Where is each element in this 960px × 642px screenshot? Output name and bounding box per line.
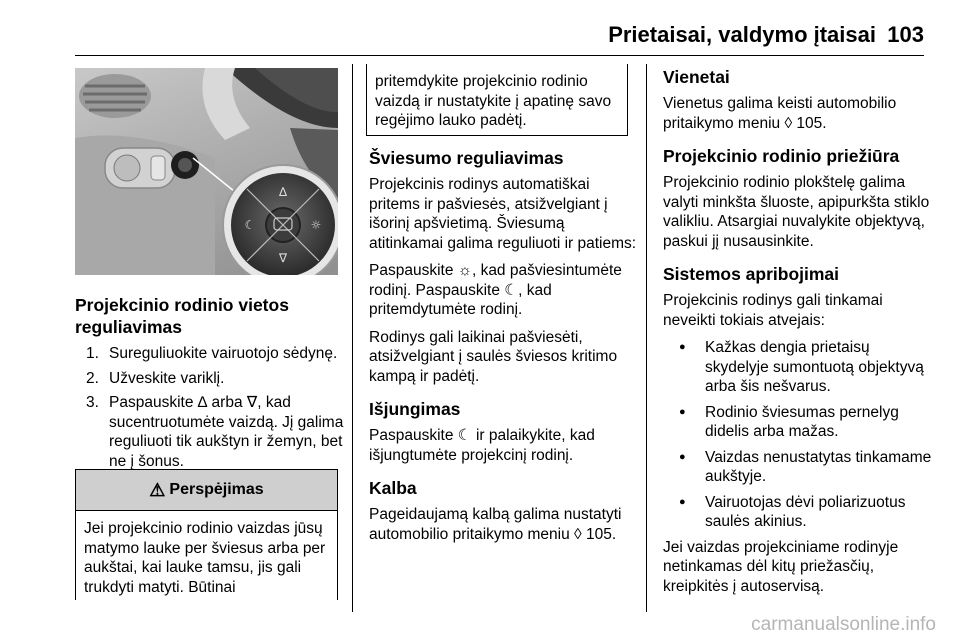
svg-text:☼: ☼ bbox=[310, 218, 322, 232]
section-heading-units: Vienetai bbox=[663, 67, 730, 87]
svg-text:☾: ☾ bbox=[244, 218, 256, 232]
header-rule bbox=[75, 55, 924, 56]
svg-text:∆: ∆ bbox=[278, 185, 288, 199]
page-title: Prietaisai, valdymo įtaisai bbox=[608, 22, 876, 47]
list-item: 3. Paspauskite ∆ arba ∇, kad sucentruotumėte vaizdą. Jį galima reguliuoti tik aukštyn ir žemyn, bet ne į šonus. bbox=[86, 394, 344, 470]
right-column bbox=[663, 66, 933, 604]
warning-header bbox=[76, 470, 337, 511]
paragraph: Vienetus galima keisti automobilio pritaikymo meniu ◊ 105. bbox=[663, 95, 897, 132]
section-heading-position: Projekcinio rodinio vietos reguliavimas bbox=[75, 295, 289, 337]
steps-list bbox=[75, 344, 345, 471]
warning-title: Perspėjimas bbox=[169, 481, 264, 498]
middle-column bbox=[369, 147, 639, 552]
section-heading-off: Išjungimas bbox=[369, 399, 461, 419]
air-vent bbox=[79, 74, 151, 118]
paragraph: Jei vaizdas projekciniame rodinyje netinkamas dėl kitų priežasčių, kreipkitės į autoservisą. bbox=[663, 538, 899, 595]
paragraph: Paspauskite ☼, kad pašviesintumėte rodinį. Paspauskite ☾, kad pritemdytumėte rodinį. bbox=[369, 262, 622, 318]
paragraph: Projekcinis rodinys gali tinkamai neveikti tokiais atvejais: bbox=[663, 292, 883, 329]
paragraph: Paspauskite ☾ ir palaikykite, kad išjungtumėte projekcinį rodinį. bbox=[369, 427, 595, 464]
list-item: ● Vaizdas nenustatytas tinkamame aukštyje. bbox=[663, 448, 933, 487]
paragraph: Projekcinio rodinio plokštelę galima valyti minkšta šluoste, apipurkšta stiklo valikliu. Atsargiai nuvalykite objektyvą, paskui jį nusausinkite. bbox=[663, 174, 930, 250]
paragraph: Projekcinis rodinys automatiškai pritems ir pašviesės, atsižvelgiant į išorinį apšvietimą. Šviesumą atitinkamai galima reguliuoti ir patiems: bbox=[369, 176, 637, 252]
warning-box-continued bbox=[366, 64, 628, 136]
list-item: ● Rodinio šviesumas pernelyg didelis arba mažas. bbox=[663, 403, 933, 442]
column-divider-right bbox=[646, 64, 647, 612]
section-heading-language: Kalba bbox=[369, 478, 417, 498]
section-heading-brightness: Šviesumo reguliavimas bbox=[369, 148, 564, 168]
section-heading-care: Projekcinio rodinio priežiūra bbox=[663, 146, 900, 166]
hud-control-photo bbox=[75, 68, 338, 275]
watermark: carmanualsonline.info bbox=[751, 614, 936, 635]
warning-box bbox=[75, 469, 338, 600]
light-switch bbox=[105, 148, 175, 188]
left-column bbox=[75, 294, 345, 476]
paragraph: Pageidaujamą kalbą galima nustatyti automobilio pritaikymo meniu ◊ 105. bbox=[369, 506, 622, 543]
limits-list bbox=[663, 338, 933, 532]
page-number: 103 bbox=[887, 22, 924, 47]
warning-text: Jei projekcinio rodinio vaizdas jūsų matymo lauke per šviesus arba per aukštai, kai lauke tamsu, jis gali trukdyti matyti. Būtinai bbox=[84, 520, 326, 596]
section-heading-limits: Sistemos apribojimai bbox=[663, 264, 840, 284]
column-divider-left bbox=[352, 64, 353, 612]
hud-control-illustration bbox=[75, 68, 338, 275]
list-item: 1. Sureguliuokite vairuotojo sėdynę. bbox=[86, 345, 338, 362]
warning-icon: ⚠ bbox=[149, 479, 166, 500]
list-item: ● Vairuotojas dėvi poliarizuotus saulės akinius. bbox=[663, 493, 933, 532]
list-item: 2. Užveskite variklį. bbox=[86, 369, 225, 387]
warning-text-continued: pritemdykite projekcinio rodinio vaizdą ir nustatykite į apatinę savo regėjimo lauko padėtį. bbox=[375, 73, 612, 129]
hud-switch-magnified bbox=[223, 165, 338, 275]
paragraph: Rodinys gali laikinai pašviesėti, atsižvelgiant į saulės šviesos kritimo kampą ir padėtį. bbox=[369, 328, 618, 385]
svg-text:∇: ∇ bbox=[278, 251, 288, 265]
list-item: ● Kažkas dengia prietaisų skydelyje sumontuotą objektyvą arba šis nešvarus. bbox=[663, 338, 933, 397]
page-header bbox=[0, 0, 960, 58]
